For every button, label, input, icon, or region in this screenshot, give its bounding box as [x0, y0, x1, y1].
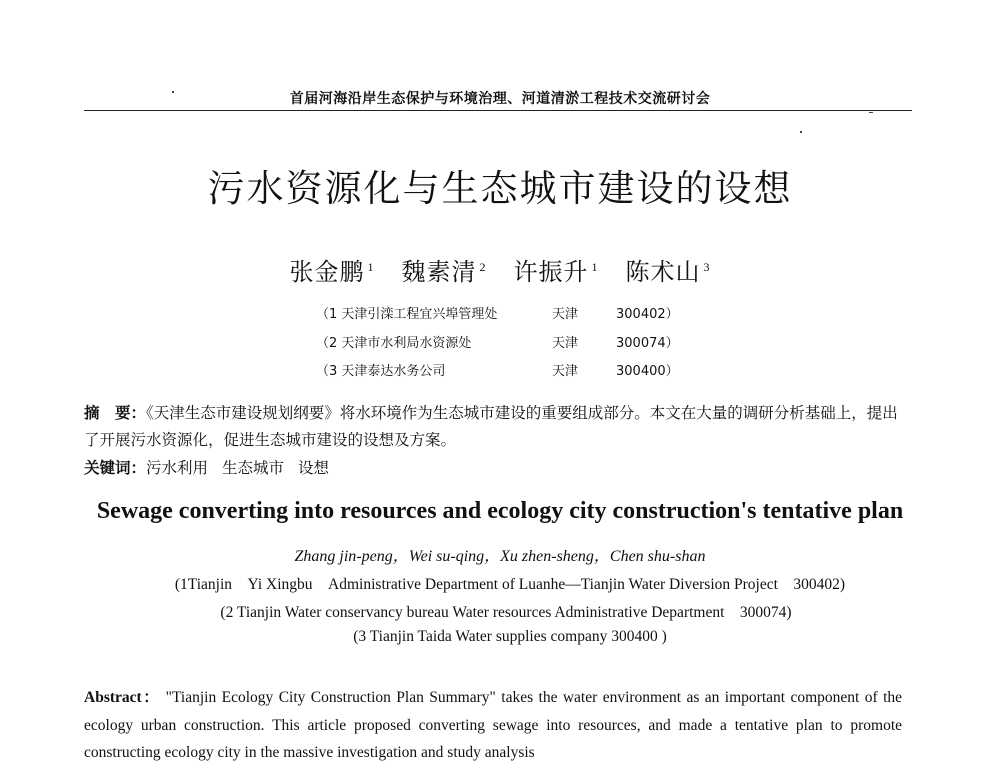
affiliation-en: (2 Tianjin Water conservancy bureau Water resources Administrative Department 300074): [220, 604, 792, 621]
affiliation-org: （1 天津引滦工程宜兴埠管理处: [316, 307, 498, 322]
abstract-en: [84, 684, 902, 767]
affiliation-en: (3 Tianjin Taida Water supplies company 300400 ): [353, 628, 667, 645]
paper-title-en: Sewage converting into resources and ecology city construction's tentative plan: [96, 498, 904, 524]
abstract-cn: [84, 400, 902, 454]
abstract-label-cn: 摘 要：: [84, 404, 147, 422]
keyword: 污水利用: [146, 459, 209, 477]
scan-speck: [800, 131, 802, 133]
affiliation-postcode: 300400）: [616, 364, 679, 379]
keywords-cn: [84, 456, 902, 478]
keywords-label-cn: 关键词：: [84, 459, 147, 477]
header-rule: [84, 110, 912, 111]
affiliation-cn: [316, 360, 736, 378]
affiliation-org: （3 天津泰达水务公司: [316, 364, 446, 379]
affiliation-en: (1Tianjin Yi Xingbu Administrative Department of Luanhe—Tianjin Water Diversion Project 300402): [174, 576, 846, 593]
keyword: 设想: [298, 459, 330, 477]
author-cn: 张金鹏 $^1$: [289, 260, 375, 286]
author-cn: 魏素清 $^2$: [401, 260, 487, 286]
abstract-text-cn: 《天津生态市建设规划纲要》将水环境作为生态城市建设的重要组成部分。本文在大量的调研分析基础上，提出了开展污水资源化，促进生态城市建设的设想及方案。: [84, 404, 898, 449]
author-list-cn: [0, 252, 1000, 287]
affiliation-postcode: 300074）: [616, 336, 679, 351]
keyword: 生态城市: [222, 459, 285, 477]
affiliation-org: （2 天津市水利局水资源处: [316, 336, 472, 351]
abstract-text-en: "Tianjin Ecology City Construction Plan Summary" takes the water environment as an important component of the ecology urban construction. This article proposed converting sewage into resources, and made a tentative plan to promote constructing ecology city in the massive investigation and study analysis: [84, 689, 903, 761]
author-list-en: Zhang jin-peng，Wei su-qing，Xu zhen-sheng，Chen shu-shan: [294, 548, 706, 565]
affiliation-city: 天津: [552, 307, 579, 322]
affiliation-city: 天津: [552, 364, 579, 379]
affiliation-cn: [316, 332, 736, 350]
author-cn: 许振升 $^1$: [513, 260, 599, 286]
running-header: 首届河海沿岸生态保护与环境治理、河道清淤工程技术交流研讨会: [289, 91, 711, 107]
paper-title-cn: 污水资源化与生态城市建设的设想: [207, 167, 793, 210]
author-cn: 陈术山 $^3$: [625, 260, 711, 286]
scan-speck: [172, 91, 174, 93]
abstract-label-en: Abstract：: [84, 689, 161, 706]
scan-speck: [869, 112, 873, 113]
affiliation-cn: [316, 303, 736, 321]
affiliation-postcode: 300402）: [616, 307, 679, 322]
affiliation-city: 天津: [552, 336, 579, 351]
